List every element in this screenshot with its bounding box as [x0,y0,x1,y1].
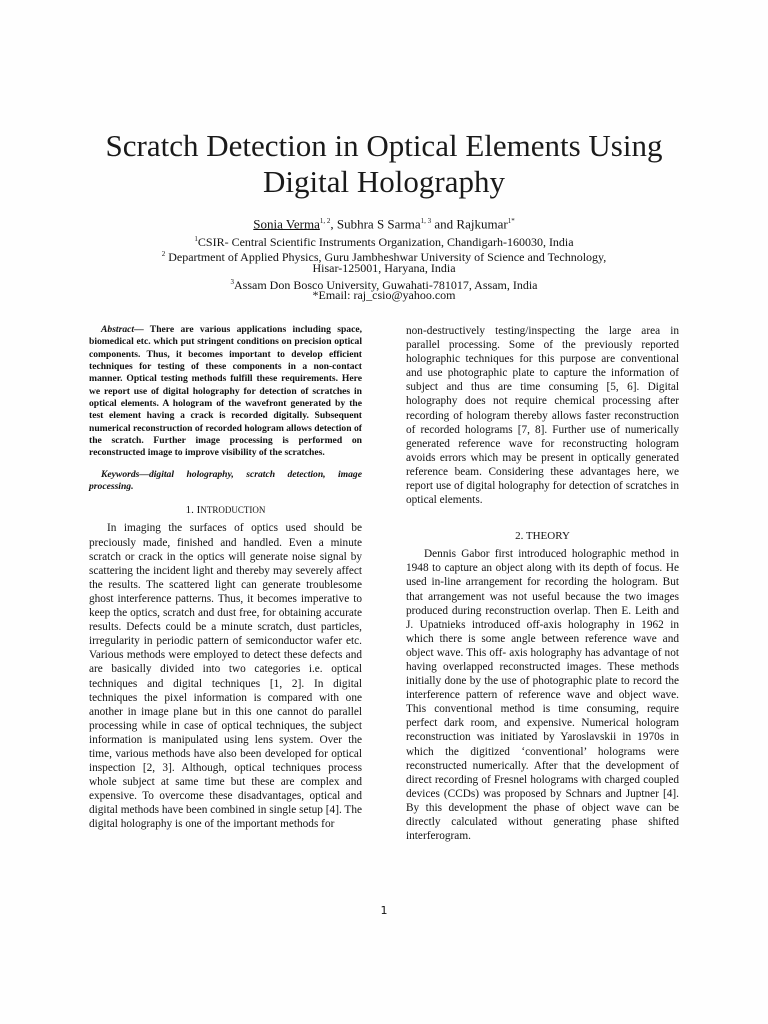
page-number: 1 [380,904,388,917]
section-heading-introduction [89,503,362,517]
introduction-paragraph: In imaging the surfaces of optics used should be preciously made, finished and handled. Even a minute scratch or crack in the optics will generate noise signal by scattering the incident light and thereby may severely affect the results. The scattered light can generate troublesome ghost interference patterns. Thus, it becomes imperative to keep the optics, scratch and dust free, for obtaining accurate results. Defects could be a minute scratch, dust particles, irregularity in periodic pattern of semiconductor wafer etc. Various methods were employed to detect these defects and are basically divided into two categories i.e. optical techniques and digital techniques [1, 2]. In digital techniques the pixel information is compared with one another in image plane but in this one cannot do parallel processing while in case of optical techniques, the subject information is manipulated using lens system. Over the time, various methods have also been developed for optical inspection [2, 3]. Although, optical techniques process whole subject at same time but these are complex and expensive. To overcome these disadvantages, optical and digital methods have been combined in single setup [4]. The digital holography is one of the important methods for [89,522,362,831]
author-separator: , [330,216,337,232]
title-line-2: Digital Holography [263,164,505,199]
author-name: Rajkumar [456,216,508,232]
contact-email [60,288,708,303]
affil-marker: 3 [230,278,234,286]
author-affil-marker: 1* [507,217,515,225]
affil-text: Department of Applied Physics, Guru Jambheshwar University of Science and Technology, [165,250,607,264]
author-affil-marker: 1, 2 [319,217,331,225]
section-title-smallcaps: NTRODUCTION [200,505,266,516]
author-separator: and [431,216,457,232]
affil-text: Assam Don Bosco University, Guwahati-781017, Assam, India [233,278,538,292]
title-line-1: Scratch Detection in Optical Elements Using [105,128,663,163]
affil-text: CSIR- Central Scientific Instruments Organization, Chandigarh-160030, India [197,235,574,249]
author-name: Sonia Verma [253,216,320,232]
abstract [89,324,362,460]
abstract-text: There are various applications including space, biomedical etc. which put stringent conditions on precision optical components. Thus, it becomes important to develop efficient techniques for testing of these components in a non-contact manner. Optical testing methods fulfill these requirements. Here we report use of digital holography for detection of scratches in optical elements. A hologram of the wavefront generated by the test element having a crack is recorded digitally. Subsequent numerical reconstruction of recorded hologram allows detection of the scratch. Further image processing is performed on reconstructed image to improve visibility of the scratches. [89,324,362,459]
section-heading-theory: 2. THEORY [515,530,570,543]
abstract-dash: — [134,324,144,335]
author-line [60,213,708,232]
author-name: Subhra S Sarma [336,216,421,232]
email-text: *Email: raj_csio@yahoo.com [312,288,456,302]
introduction-continuation: non-destructively testing/inspecting the large area in parallel processing. Some of the previously reported holographic techniques for this purpose are conventional and use photographic plate to capture the information of subject and thus are time consuming [5, 6]. Digital holography does not require chemical processing after recording of hologram thereby allows faster reconstruction of recorded holograms [7, 8]. Further use of numerically generated reference wave for reconstructing hologram avoids errors which may be present in optically generated reference beam. Considering these advantages here, we report use of digital holography for detection of scratches in optical elements. [406,325,679,507]
theory-paragraph: Dennis Gabor first introduced holographic method in 1948 to capture an object along with its depth of focus. He used in-line arrangement for recording the hologram. But that arrangement was not useful because the two images produced during reconstruction overlap. Then E. Leith and J. Upatnieks introduced off-axis holography in 1962 in which there is some angle between reference wave and object wave. This off- axis holography has advantage of not having overlapped reconstructed images. These methods initially done by the use of photographic plate to record the interference pattern of reference wave and object wave. This conventional method is time consuming, require perfect dark room, and expensive. Numerical hologram reconstruction was initiated by Yaroslavskii in 1970s in which the digitized ‘conventional’ holograms were reconstructed numerically. After that the development of direct recording of Fresnel holograms with charged coupled devices (CCDs) was proposed by Schnars and Juptner [4]. By this development the phase of object wave can be directly calculated without generating phase shifted interferogram. [406,548,679,843]
affil-text: Hisar-125001, Haryana, India [312,261,456,275]
right-column [406,324,679,843]
affil-marker: 1 [194,235,198,243]
keywords: Keywords—digital holography, scratch detection, image processing. [89,468,362,493]
affiliation-2-cont [60,261,708,276]
author-affil-marker: 1, 3 [420,217,432,225]
abstract-label: Abstract [101,324,135,335]
paper-title [60,128,708,200]
left-column [89,324,362,832]
section-number: 1. I [185,504,201,517]
affil-marker: 2 [161,250,166,258]
